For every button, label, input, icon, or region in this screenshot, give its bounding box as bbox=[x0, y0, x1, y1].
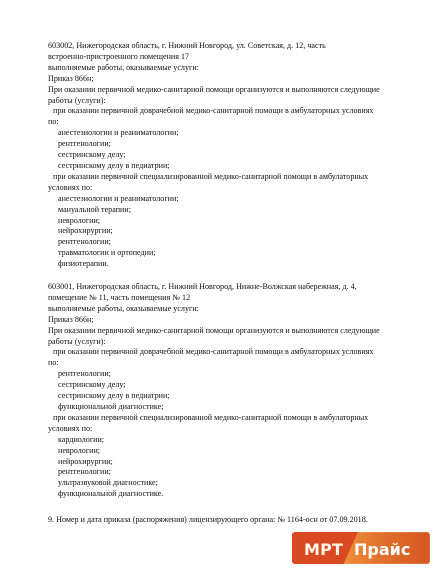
footer-gap bbox=[48, 500, 428, 515]
service-item: рентгенологии; bbox=[58, 139, 111, 149]
subheading-line: по: bbox=[48, 117, 59, 127]
intro-line: При оказании первичной медико-санитарной помощи организуются и выполняются следующие bbox=[48, 84, 380, 94]
subheading-line: при оказании первичной доврачебной медико-санитарной помощи в амбулаторных условиях bbox=[53, 347, 374, 357]
subheading-line: условиях по: bbox=[48, 182, 93, 192]
subheading-line: при оказании первичной специализированной медико-санитарной помощи в амбулаторных bbox=[53, 412, 369, 422]
service-item: функциональной диагностике. bbox=[58, 489, 164, 499]
address-line: встроенно-пристроенного помещения 17 bbox=[48, 51, 190, 61]
section-2 bbox=[48, 282, 428, 500]
address-line: 603002, Нижегородская область, г. Нижний Новгород, ул. Советская, д. 12, часть bbox=[48, 41, 326, 50]
watermark-logo bbox=[292, 532, 430, 564]
subheading-line: при оказании первичной доврачебной медико-санитарной помощи в амбулаторных условиях bbox=[53, 106, 374, 116]
address-line: 603001, Нижегородская область, г. Нижний Новгород, Нижне-Волжская набережная, д. 4, bbox=[48, 282, 357, 292]
service-item: ультразвуковой диагностике; bbox=[58, 478, 158, 488]
service-item: функциональной диагностике; bbox=[58, 402, 164, 411]
service-item: рентгенологии; bbox=[58, 369, 111, 379]
service-item: травматологии и ортопедии; bbox=[58, 248, 156, 258]
service-item: анестезиологии и реаниматологии; bbox=[58, 128, 179, 138]
service-item: сестринскому делу в педиатрии; bbox=[58, 391, 170, 401]
order-line: Приказ 866н; bbox=[48, 314, 94, 324]
section-1 bbox=[48, 41, 428, 270]
intro-line: работы (услуги): bbox=[48, 336, 106, 346]
service-item: неврологии; bbox=[58, 445, 101, 455]
intro-line: работы (услуги): bbox=[48, 95, 106, 105]
service-item: рентгенологии; bbox=[58, 237, 111, 247]
service-item: физиотерапии. bbox=[58, 259, 109, 269]
order-line: Приказ 866н; bbox=[48, 73, 94, 83]
license-order-line: 9. Номер и дата приказа (распоряжения) лицензирующего органа: № 1164-осн от 07.09.2018. bbox=[48, 515, 368, 525]
service-item: мануальной терапии; bbox=[58, 204, 131, 214]
watermark-mark: МРТ bbox=[304, 540, 344, 559]
services-header: выполняемые работы, оказываемые услуги: bbox=[48, 62, 199, 72]
service-item: сестринскому делу; bbox=[58, 150, 126, 160]
section-gap bbox=[48, 270, 428, 282]
service-item: сестринскому делу в педиатрии; bbox=[58, 160, 170, 170]
service-item: нейрохирургии; bbox=[58, 226, 113, 236]
subheading-line: условиях по: bbox=[48, 423, 93, 433]
intro-line: При оказании первичной медико-санитарной помощи организуются и выполняются следующие bbox=[48, 325, 380, 335]
service-item: нейрохирургии; bbox=[58, 456, 113, 466]
subheading-line: при оказании первичной специализированной медико-санитарной помощи в амбулаторных bbox=[53, 171, 369, 181]
license-document bbox=[48, 41, 428, 526]
watermark-text: Прайс bbox=[354, 540, 411, 559]
address-line: помещение № 11, часть помещения № 12 bbox=[48, 292, 191, 302]
service-item: сестринскому делу; bbox=[58, 380, 126, 390]
subheading-line: по: bbox=[48, 358, 59, 368]
service-item: рентгенологии; bbox=[58, 467, 111, 477]
services-header: выполняемые работы, оказываемые услуги: bbox=[48, 303, 199, 313]
service-item: кардиологии; bbox=[58, 434, 105, 444]
service-item: анестезиологии и реаниматологии; bbox=[58, 193, 179, 203]
service-item: неврологии; bbox=[58, 215, 101, 225]
